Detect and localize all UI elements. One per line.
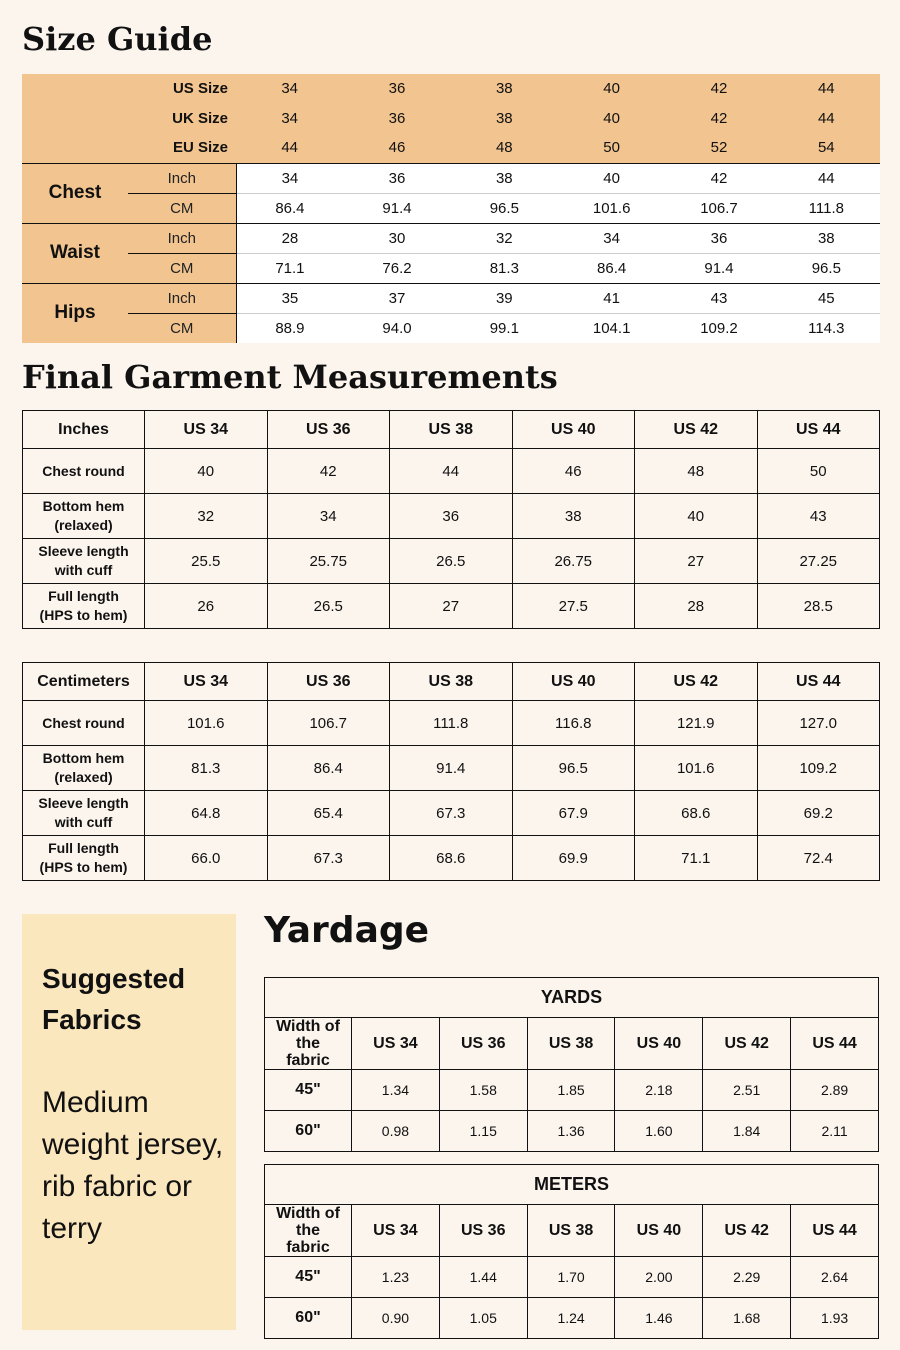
yardage-value: 1.58 [439, 1070, 527, 1111]
measurement-label-line: Chest round [42, 714, 125, 731]
measure-value: 32 [451, 223, 558, 253]
meters-table [264, 1164, 879, 1339]
table-row [23, 836, 880, 881]
unit-label: Inch [128, 163, 236, 193]
measurement-value: 106.7 [267, 701, 390, 746]
measurement-value: 26 [145, 584, 268, 629]
measurement-value: 67.3 [390, 791, 513, 836]
measure-value: 101.6 [558, 193, 665, 223]
measurement-label-line: Bottom hem [42, 750, 125, 766]
measure-value: 86.4 [236, 193, 343, 223]
measurement-value: 27 [635, 539, 758, 584]
yardage-value: 1.70 [527, 1257, 615, 1298]
measure-group-label: Chest [22, 163, 128, 223]
fabric-width-value: 60" [265, 1111, 352, 1152]
size-value: 36 [343, 104, 450, 134]
size-column-header: US 42 [635, 411, 758, 449]
size-column-header: US 36 [267, 411, 390, 449]
size-column-header: US 36 [439, 1018, 527, 1070]
yardage-value: 1.34 [352, 1070, 440, 1111]
measurement-value: 69.2 [757, 791, 880, 836]
fabric-width-label [265, 1018, 352, 1070]
yardage-value: 2.11 [791, 1111, 879, 1152]
measurement-label-line: (HPS to hem) [39, 607, 128, 623]
measurement-value: 67.3 [267, 836, 390, 881]
measurement-value: 72.4 [757, 836, 880, 881]
table-header-row [23, 411, 880, 449]
measurement-value: 127.0 [757, 701, 880, 746]
measure-row-cm [22, 193, 880, 223]
measurement-value: 32 [145, 494, 268, 539]
unit-label: CM [128, 313, 236, 343]
size-column-header: US 38 [390, 663, 513, 701]
size-value: 34 [236, 74, 343, 104]
size-header-row [22, 74, 880, 104]
measurement-value: 38 [512, 494, 635, 539]
measurement-value: 101.6 [635, 746, 758, 791]
table-row [265, 1111, 879, 1152]
table-row [23, 494, 880, 539]
measure-value: 30 [343, 223, 450, 253]
measure-value: 111.8 [773, 193, 880, 223]
measure-value: 44 [773, 163, 880, 193]
measure-value: 76.2 [343, 253, 450, 283]
measure-group-label: Waist [22, 223, 128, 283]
measurement-value: 67.9 [512, 791, 635, 836]
measure-value: 34 [558, 223, 665, 253]
measure-value: 86.4 [558, 253, 665, 283]
measurement-value: 121.9 [635, 701, 758, 746]
unit-label: CM [128, 253, 236, 283]
measure-row-cm [22, 253, 880, 283]
measurement-value: 34 [267, 494, 390, 539]
measure-value: 109.2 [665, 313, 772, 343]
measurement-value: 46 [512, 449, 635, 494]
size-value: 46 [343, 133, 450, 163]
measurement-label-line: Bottom hem [42, 498, 125, 514]
yards-table [264, 977, 879, 1152]
yardage-value: 1.23 [352, 1257, 440, 1298]
measure-value: 81.3 [451, 253, 558, 283]
measurement-value: 26.5 [390, 539, 513, 584]
yardage-value: 1.46 [615, 1298, 703, 1339]
unit-label: Inch [128, 283, 236, 313]
yardage-value: 2.89 [791, 1070, 879, 1111]
suggested-fabrics-panel [22, 914, 236, 1330]
measurement-value: 26.75 [512, 539, 635, 584]
measure-value: 36 [343, 163, 450, 193]
size-header-row [22, 133, 880, 163]
fabric-width-label-line: Width of the [276, 1205, 340, 1239]
yardage-value: 0.90 [352, 1298, 440, 1339]
unit-corner-label: Inches [23, 411, 145, 449]
measure-value: 91.4 [665, 253, 772, 283]
unit-label: CM [128, 193, 236, 223]
table-header-row [265, 1018, 879, 1070]
measurement-label-line: (HPS to hem) [39, 859, 128, 875]
measurement-label-line: (relaxed) [54, 769, 113, 785]
measurement-value: 86.4 [267, 746, 390, 791]
measure-value: 39 [451, 283, 558, 313]
measure-value: 71.1 [236, 253, 343, 283]
size-guide-table [22, 74, 880, 343]
size-column-header: US 34 [145, 663, 268, 701]
fabric-width-label-line: Width of the [276, 1018, 340, 1052]
measure-value: 94.0 [343, 313, 450, 343]
measurement-value: 28.5 [757, 584, 880, 629]
measurement-label [23, 449, 145, 494]
size-column-header: US 40 [615, 1205, 703, 1257]
measurement-label [23, 746, 145, 791]
measurement-value: 109.2 [757, 746, 880, 791]
size-column-header: US 38 [527, 1205, 615, 1257]
size-value: 40 [558, 104, 665, 134]
size-column-header: US 34 [352, 1205, 440, 1257]
final-garment-title: Final Garment Measurements [22, 358, 558, 396]
size-value: 44 [773, 104, 880, 134]
size-column-header: US 34 [352, 1018, 440, 1070]
yardage-value: 2.51 [703, 1070, 791, 1111]
fabric-width-label-line: fabric [286, 1052, 330, 1069]
yardage-value: 2.18 [615, 1070, 703, 1111]
measure-row-inch [22, 223, 880, 253]
measurement-label [23, 791, 145, 836]
measurement-value: 65.4 [267, 791, 390, 836]
measure-row-inch [22, 283, 880, 313]
size-value: 48 [451, 133, 558, 163]
table-row [23, 539, 880, 584]
size-system-label: US Size [22, 74, 236, 104]
size-column-header: US 44 [757, 411, 880, 449]
yardage-value: 1.85 [527, 1070, 615, 1111]
table-row [23, 746, 880, 791]
measurement-value: 48 [635, 449, 758, 494]
measurement-value: 116.8 [512, 701, 635, 746]
garment-inches-table [22, 410, 880, 629]
size-value: 44 [236, 133, 343, 163]
measurement-value: 71.1 [635, 836, 758, 881]
measurement-label-line: Sleeve length [38, 543, 129, 559]
measure-group-label: Hips [22, 283, 128, 343]
measure-value: 42 [665, 163, 772, 193]
measurement-value: 91.4 [390, 746, 513, 791]
measurement-value: 68.6 [390, 836, 513, 881]
yardage-value: 2.64 [791, 1257, 879, 1298]
measurement-value: 27.25 [757, 539, 880, 584]
measure-value: 35 [236, 283, 343, 313]
size-column-header: US 38 [390, 411, 513, 449]
fabric-width-value: 45" [265, 1257, 352, 1298]
table-title-row [265, 978, 879, 1018]
measurement-value: 66.0 [145, 836, 268, 881]
measurement-value: 69.9 [512, 836, 635, 881]
measurement-label-line: Full length [48, 588, 119, 604]
size-header-row [22, 104, 880, 134]
measure-value: 43 [665, 283, 772, 313]
size-value: 42 [665, 74, 772, 104]
measure-value: 106.7 [665, 193, 772, 223]
measurement-value: 26.5 [267, 584, 390, 629]
measurement-label [23, 539, 145, 584]
measure-value: 96.5 [451, 193, 558, 223]
table-row [23, 584, 880, 629]
measure-row-cm [22, 313, 880, 343]
measurement-label-line: with cuff [54, 814, 113, 830]
measure-value: 40 [558, 163, 665, 193]
yardage-value: 1.36 [527, 1111, 615, 1152]
measurement-value: 42 [267, 449, 390, 494]
yardage-title: Yardage [264, 910, 430, 951]
measurement-value: 25.75 [267, 539, 390, 584]
yardage-value: 1.24 [527, 1298, 615, 1339]
fabric-width-label-line: fabric [286, 1239, 330, 1256]
size-value: 40 [558, 74, 665, 104]
size-value: 36 [343, 74, 450, 104]
measure-row-inch [22, 163, 880, 193]
measurement-value: 68.6 [635, 791, 758, 836]
measure-value: 41 [558, 283, 665, 313]
size-column-header: US 40 [512, 663, 635, 701]
table-title-row [265, 1165, 879, 1205]
measure-value: 34 [236, 163, 343, 193]
yardage-value: 1.93 [791, 1298, 879, 1339]
yardage-value: 1.84 [703, 1111, 791, 1152]
measure-value: 38 [773, 223, 880, 253]
size-system-label: EU Size [22, 133, 236, 163]
size-column-header: US 44 [757, 663, 880, 701]
measurement-value: 36 [390, 494, 513, 539]
measure-value: 45 [773, 283, 880, 313]
measurement-label [23, 701, 145, 746]
measure-value: 28 [236, 223, 343, 253]
yardage-value: 2.00 [615, 1257, 703, 1298]
size-column-header: US 42 [703, 1205, 791, 1257]
garment-cm-table [22, 662, 880, 881]
size-column-header: US 44 [791, 1018, 879, 1070]
measurement-value: 50 [757, 449, 880, 494]
measurement-value: 40 [635, 494, 758, 539]
size-column-header: US 40 [512, 411, 635, 449]
fabric-width-label [265, 1205, 352, 1257]
size-value: 34 [236, 104, 343, 134]
yardage-value: 1.05 [439, 1298, 527, 1339]
size-column-header: US 38 [527, 1018, 615, 1070]
yardage-unit-title: METERS [265, 1165, 879, 1205]
measurement-value: 27.5 [512, 584, 635, 629]
size-system-label: UK Size [22, 104, 236, 134]
measurement-label [23, 836, 145, 881]
size-column-header: US 42 [703, 1018, 791, 1070]
size-column-header: US 36 [267, 663, 390, 701]
table-header-row [23, 663, 880, 701]
size-column-header: US 44 [791, 1205, 879, 1257]
measure-value: 38 [451, 163, 558, 193]
measurement-value: 28 [635, 584, 758, 629]
size-value: 54 [773, 133, 880, 163]
size-column-header: US 40 [615, 1018, 703, 1070]
measure-value: 36 [665, 223, 772, 253]
measurement-value: 101.6 [145, 701, 268, 746]
measurement-value: 111.8 [390, 701, 513, 746]
yardage-value: 1.68 [703, 1298, 791, 1339]
table-row [23, 701, 880, 746]
measurement-label-line: Chest round [42, 462, 125, 479]
table-header-row [265, 1205, 879, 1257]
measure-value: 91.4 [343, 193, 450, 223]
table-row [23, 791, 880, 836]
yardage-value: 2.29 [703, 1257, 791, 1298]
size-value: 52 [665, 133, 772, 163]
measurement-label [23, 584, 145, 629]
yardage-unit-title: YARDS [265, 978, 879, 1018]
suggested-fabrics-title: Suggested Fabrics [42, 963, 186, 1035]
measurement-label-line: Full length [48, 840, 119, 856]
unit-corner-label: Centimeters [23, 663, 145, 701]
measure-value: 37 [343, 283, 450, 313]
measurement-label [23, 494, 145, 539]
size-value: 44 [773, 74, 880, 104]
table-row [23, 449, 880, 494]
measurement-label-line: with cuff [54, 562, 113, 578]
measurement-value: 44 [390, 449, 513, 494]
measurement-value: 81.3 [145, 746, 268, 791]
size-column-header: US 42 [635, 663, 758, 701]
unit-label: Inch [128, 223, 236, 253]
measurement-value: 43 [757, 494, 880, 539]
measurement-value: 25.5 [145, 539, 268, 584]
yardage-value: 1.60 [615, 1111, 703, 1152]
measurement-value: 64.8 [145, 791, 268, 836]
measure-value: 88.9 [236, 313, 343, 343]
measurement-value: 40 [145, 449, 268, 494]
table-row [265, 1257, 879, 1298]
table-row [265, 1070, 879, 1111]
size-column-header: US 36 [439, 1205, 527, 1257]
table-row [265, 1298, 879, 1339]
size-column-header: US 34 [145, 411, 268, 449]
suggested-fabrics-text: Medium weight jersey, rib fabric or terry [42, 1086, 224, 1245]
measure-value: 96.5 [773, 253, 880, 283]
measure-value: 114.3 [773, 313, 880, 343]
size-value: 38 [451, 104, 558, 134]
yardage-value: 0.98 [352, 1111, 440, 1152]
size-guide-title: Size Guide [22, 20, 213, 58]
measurement-value: 27 [390, 584, 513, 629]
size-value: 42 [665, 104, 772, 134]
fabric-width-value: 60" [265, 1298, 352, 1339]
yardage-value: 1.44 [439, 1257, 527, 1298]
measure-value: 99.1 [451, 313, 558, 343]
measure-value: 104.1 [558, 313, 665, 343]
measurement-label-line: (relaxed) [54, 517, 113, 533]
size-value: 50 [558, 133, 665, 163]
yardage-value: 1.15 [439, 1111, 527, 1152]
fabric-width-value: 45" [265, 1070, 352, 1111]
measurement-label-line: Sleeve length [38, 795, 129, 811]
size-value: 38 [451, 74, 558, 104]
measurement-value: 96.5 [512, 746, 635, 791]
